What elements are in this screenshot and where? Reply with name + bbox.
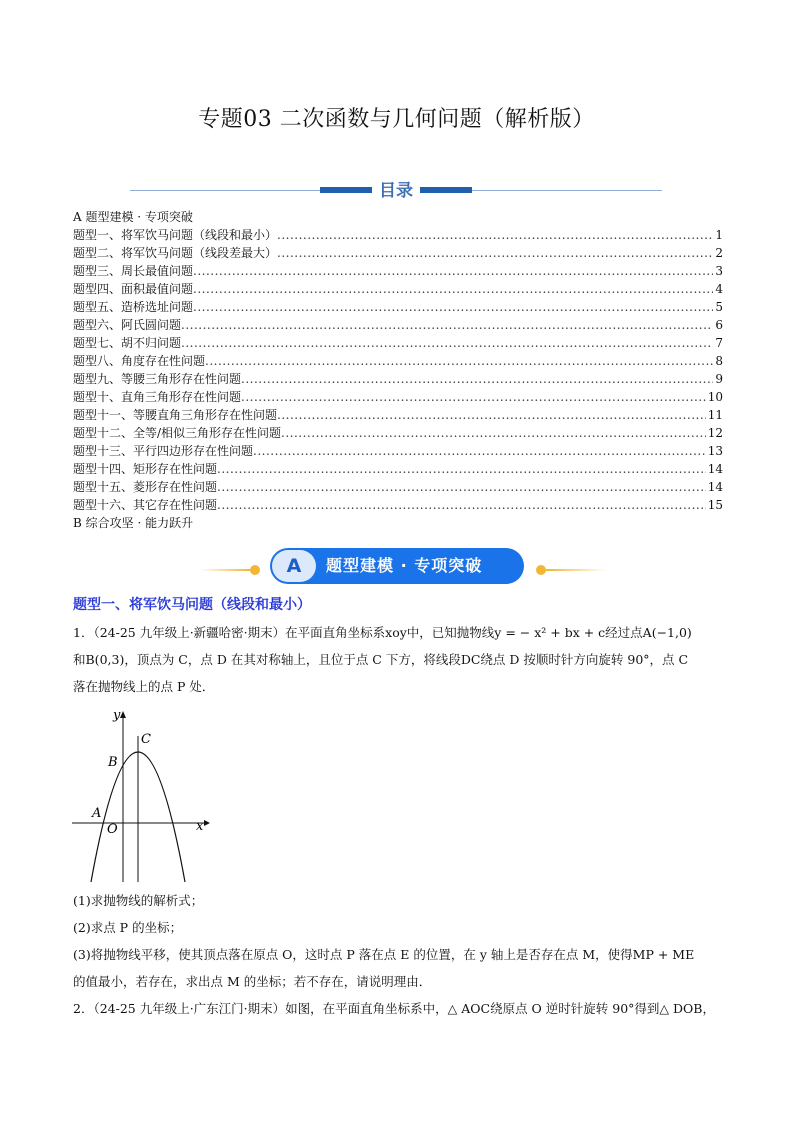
y-axis-arrow [120,711,126,718]
toc-entry-label: 题型四、面积最值问题 [73,282,194,296]
q1-sub3-line2: 的值最小，若存在，求出点 M 的坐标；若不存在，请说明理由． [73,974,432,989]
toc-entry-page: 12 [707,426,723,440]
x-axis-label: x [196,819,204,834]
toc-entry-page: 5 [715,300,723,314]
parabola-figure [70,706,220,886]
toc-entry-label: 题型十、直角三角形存在性问题 [73,390,242,404]
toc-entry-page: 9 [715,372,723,386]
q1-line1: 1．（24-25 九年级上·新疆哈密·期末）在平面直角坐标系xoy中，已知抛物线y = − x² + bx + c经过点A(−1,0) [73,625,692,640]
toc-entry[interactable] [73,262,723,280]
toc-leader-dots [241,370,713,388]
question-type-heading: 题型一、将军饮马问题（线段和最小） [73,597,311,613]
toc-rule-left [130,190,320,191]
toc-entry-label: 题型十五、菱形存在性问题 [73,480,218,494]
x-axis-arrow [204,820,210,826]
banner-dot-right [536,565,546,575]
toc-entry-label: 题型十三、平行四边形存在性问题 [73,444,254,458]
toc-entry-page: 4 [715,282,723,296]
toc-section-a[interactable]: A 题型建模 · 专项突破 [73,210,193,224]
toc-leader-dots [253,442,706,460]
toc-header [130,176,662,200]
toc-leader-dots [181,334,713,352]
toc-entry-label: 题型七、胡不归问题 [73,336,182,350]
section-banner [200,548,620,588]
toc-entry-label: 题型八、角度存在性问题 [73,354,206,368]
toc-entry[interactable] [73,424,723,442]
toc-entry[interactable] [73,370,723,388]
toc-entry[interactable] [73,244,723,262]
q1-line3: 落在抛物线上的点 P 处． [73,679,215,694]
toc-entry-label: 题型十六、其它存在性问题 [73,498,218,512]
toc-entry-label: 题型十一、等腰直角三角形存在性问题 [73,408,278,422]
toc-entry-label: 题型三、周长最值问题 [73,264,194,278]
toc-entry[interactable] [73,298,723,316]
toc-leader-dots [241,388,706,406]
toc-leader-dots [193,262,713,280]
toc-entry-page: 2 [715,246,723,260]
toc-leader-dots [181,316,713,334]
q1-sub2: (2)求点 P 的坐标； [73,920,183,935]
toc-entry-page: 6 [715,318,723,332]
toc-entry-label: 题型九、等腰三角形存在性问题 [73,372,242,386]
toc-leader-dots [281,424,706,442]
toc-heading: 目录 [379,181,413,201]
toc-entry-page: 14 [707,462,723,476]
toc-entry[interactable] [73,316,723,334]
document-title: 专题03 二次函数与几何问题（解析版） [198,107,595,132]
toc-entry-page: 11 [707,408,723,422]
q1-line2: 和B(0,3)，顶点为 C，点 D 在其对称轴上，且位于点 C 下方，将线段DC绕点 D 按顺时针方向旋转 90°，点 C [73,652,689,667]
toc-entry[interactable] [73,226,723,244]
toc-leader-dots [217,496,706,514]
banner-text: 题型建模 · 专项突破 [326,556,483,575]
point-c-label: C [141,732,151,747]
toc-entry-label: 题型六、阿氏圆问题 [73,318,182,332]
toc-entry-page: 8 [715,354,723,368]
toc-entry-label: 题型一、将军饮马问题（线段和最小） [73,228,278,242]
banner-line-right [546,569,606,571]
toc-leader-dots [193,280,713,298]
toc-entry[interactable] [73,496,723,514]
point-a-label: A [92,806,102,821]
toc-leader-dots [205,352,713,370]
toc-entry-page: 1 [715,228,723,242]
toc-leader-dots [193,298,713,316]
banner-letter: A [272,550,316,582]
toc-entry-label: 题型二、将军饮马问题（线段差最大） [73,246,278,260]
point-b-label: B [108,755,118,770]
banner-dot-left [250,565,260,575]
toc-leader-dots [277,226,713,244]
toc-entry-page: 15 [707,498,723,512]
toc-entry[interactable] [73,460,723,478]
toc-leader-dots [277,406,706,424]
toc-entry-page: 14 [707,480,723,494]
toc-bar-right [420,187,472,193]
q2-line1: 2．（24-25 九年级上·广东江门·期末）如图，在平面直角坐标系中，△ AOC绕原点 O 逆时针旋转 90°得到△ DOB， [73,1001,715,1016]
toc-entry[interactable] [73,352,723,370]
toc-entry-page: 7 [715,336,723,350]
toc-entry[interactable] [73,406,723,424]
toc-section-b[interactable]: B 综合攻坚 · 能力跃升 [73,516,194,530]
y-axis-label: y [113,708,121,723]
toc-entry[interactable] [73,478,723,496]
toc-entry-label: 题型十四、矩形存在性问题 [73,462,218,476]
toc-entry[interactable] [73,334,723,352]
q1-sub1: (1)求抛物线的解析式； [73,893,204,908]
toc-bar-left [320,187,372,193]
q1-sub3-line1: (3)将抛物线平移，使其顶点落在原点 O，这时点 P 落在点 E 的位置，在 y 轴上是否存在点 M，使得MP + ME [73,947,695,962]
toc-leader-dots [277,244,713,262]
toc-entry-page: 13 [707,444,723,458]
toc-leader-dots [217,460,706,478]
origin-label: O [107,822,118,837]
toc-entry[interactable] [73,280,723,298]
banner-line-left [200,569,250,571]
toc-entry-page: 3 [715,264,723,278]
toc-rule-right [472,190,662,191]
table-of-contents [73,208,723,532]
toc-entry-label: 题型五、造桥选址问题 [73,300,194,314]
toc-entry[interactable] [73,388,723,406]
toc-leader-dots [217,478,706,496]
toc-entry-label: 题型十二、全等/相似三角形存在性问题 [73,426,282,440]
toc-entry[interactable] [73,442,723,460]
toc-entry-page: 10 [707,390,723,404]
